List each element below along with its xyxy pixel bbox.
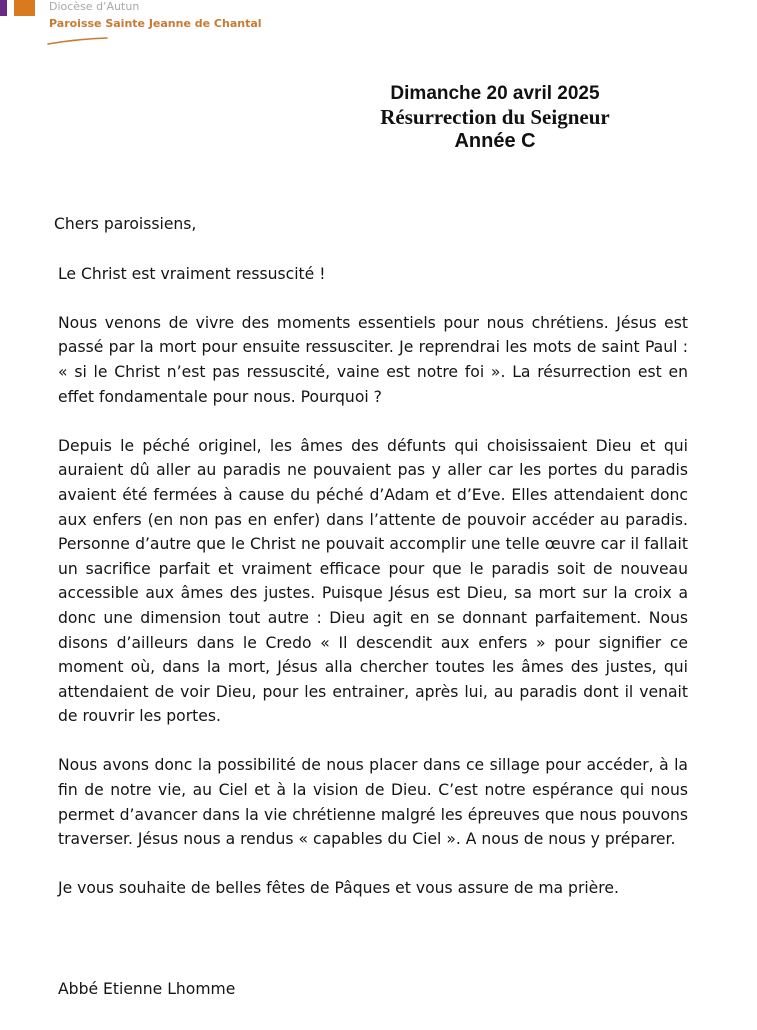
diocese-logo-purple-mark (0, 0, 7, 16)
letterhead (0, 0, 757, 50)
paragraph-1: Le Christ est vraiment ressuscité ! (58, 264, 326, 283)
document-header (300, 83, 690, 153)
paragraph-2: Nous venons de vivre des moments essentiels pour nous chrétiens. Jésus est passé par la mort pour ensuite ressusciter. Je reprendrai les mots de saint Paul : « si le Christ n’est pas ressuscité, vaine est notre foi ». La résurrection est en effet fondamentale pour nous. Pourquoi ? (58, 313, 688, 406)
signature: Abbé Etienne Lhomme (58, 980, 236, 998)
header-feast: Résurrection du Seigneur (380, 105, 610, 129)
parish-name: Paroisse Sainte Jeanne de Chantal (49, 17, 262, 30)
header-date: Dimanche 20 avril 2025 (390, 83, 600, 104)
letter-body (54, 212, 688, 901)
paragraph-5: Je vous souhaite de belles fêtes de Pâques et vous assure de ma prière. (58, 879, 619, 898)
header-liturgical-year: Année C (454, 130, 536, 152)
letterhead-underline-icon (47, 36, 109, 46)
paragraph-3: Depuis le péché originel, les âmes des défunts qui choisissaient Dieu et qui auraient dû aller au paradis ne pouvaient pas y aller car les portes du paradis avaient été fermées à cause du péché d’Adam et d’Eve. Elles attendaient donc aux enfers (en non pas en enfer) dans l’attente de pouvoir accéder au paradis. Personne d’autre que le Christ ne pouvait accomplir une telle œuvre car il fallait un sacrifice parfait et vraiment efficace pour que le paradis soit de nouveau accessible aux âmes des justes. Puisque Jésus est Dieu, sa mort sur la croix a donc une dimension tout autre : Dieu agit en se donnant parfaitement. Nous disons d’ailleurs dans le Credo « Il descendit aux enfers » pour signifier ce moment où, dans la mort, Jésus alla chercher toutes les âmes des justes, qui attendaient de voir Dieu, pour les entrainer, après lui, au paradis dont il venait de rouvrir les portes. (58, 436, 688, 726)
salutation: Chers paroissiens, (54, 215, 197, 233)
paragraph-4: Nous avons donc la possibilité de nous placer dans ce sillage pour accéder, à la fin de notre vie, au Ciel et à la vision de Dieu. C’est notre espérance qui nous permet d’avancer dans la vie chrétienne malgré les épreuves que nous pouvons traverser. Jésus nous a rendus « capables du Ciel ». A nous de nous y préparer. (58, 756, 688, 849)
diocese-name: Diocèse d’Autun (49, 0, 140, 13)
diocese-logo-orange-mark (14, 0, 35, 16)
